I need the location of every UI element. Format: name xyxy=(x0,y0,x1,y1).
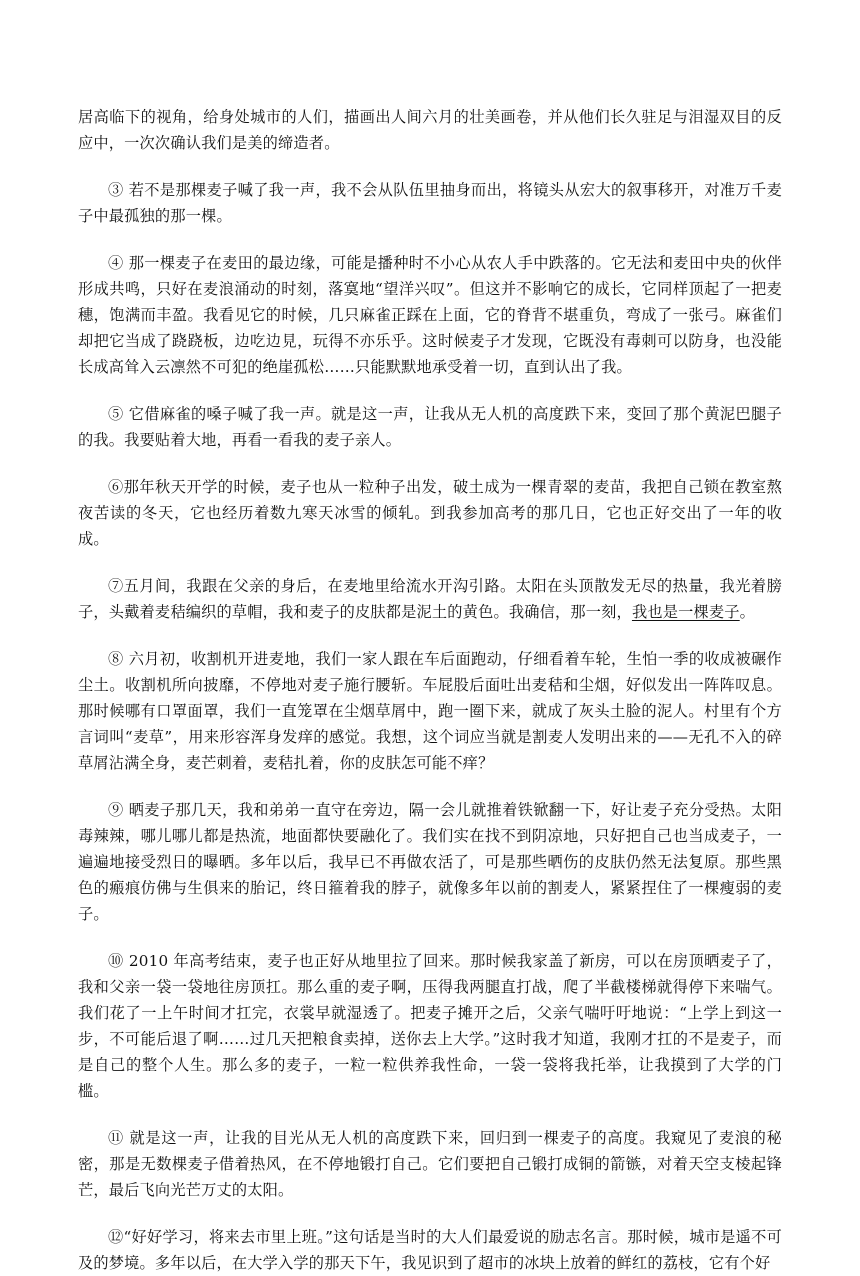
paragraph-7-text-before: ⑦五月间，我跟在父亲的身后，在麦地里给流水开沟引路。太阳在头顶散发无尽的热量，我光着膀子，头戴着麦秸编织的草帽，我和麦子的皮肤都是泥土的黄色。我确信，那一刻， xyxy=(78,577,782,621)
paragraph-11: ⑪ 就是这一声，让我的目光从无人机的高度跌下来，回归到一棵麦子的高度。我窥见了麦浪的秘密，那是无数棵麦子借着热风，在不停地锻打自己。它们要把自己锻打成铜的箭镞，对着天空支棱起锋芒，最后飞向光芒万丈的太阳。 xyxy=(78,1129,782,1199)
paragraph-10: ⑩ 2010 年高考结束，麦子也正好从地里拉了回来。那时候我家盖了新房，可以在房顶晒麦子了，我和父亲一袋一袋地往房顶扛。那么重的麦子啊，压得我两腿直打战，爬了半截楼梯就得停下来喘气。我们花了一上午时间才扛完，衣裳早就湿透了。把麦子摊开之后，父亲气喘吁吁地说：“上学上到这一步，不可能后退了啊……过几天把粮食卖掉，送你去上大学。”这时我才知道，我刚才扛的不是麦子，而是自己的整个人生。那么多的麦子，一粒一粒供养我性命，一袋一袋将我托举，让我摸到了大学的门槛。 xyxy=(78,952,782,1100)
paragraph-3: ③ 若不是那棵麦子喊了我一声，我不会从队伍里抽身而出，将镜头从宏大的叙事移开，对准万千麦子中最孤独的那一棵。 xyxy=(78,181,782,225)
paragraph-9: ⑨ 晒麦子那几天，我和弟弟一直守在旁边，隔一会儿就推着铁锨翻一下，好让麦子充分受热。太阳毒辣辣，哪儿哪儿都是热流，地面都快要融化了。我们实在找不到阴凉地，只好把自己也当成麦子，一遍遍地接受烈日的曝晒。多年以后，我早已不再做农活了，可是那些晒伤的皮肤仍然无法复原。那些黑色的瘢痕仿佛与生俱来的胎记，终日箍着我的脖子，就像多年以前的割麦人，紧紧捏住了一棵瘦弱的麦子。 xyxy=(78,801,782,923)
article-body xyxy=(78,104,782,1276)
paragraph-6: ⑥那年秋天开学的时候，麦子也从一粒种子出发，破土成为一棵青翠的麦苗，我把自己锁在教室熬夜苦读的冬天，它也经历着数九寒天冰雪的倾轧。到我参加高考的那几日，它也正好交出了一年的收成。 xyxy=(78,478,782,548)
paragraph-5: ⑤ 它借麻雀的嗓子喊了我一声。就是这一声，让我从无人机的高度跌下来，变回了那个黄泥巴腿子的我。我要贴着大地，再看一看我的麦子亲人。 xyxy=(78,405,782,449)
paragraph-4: ④ 那一棵麦子在麦田的最边缘，可能是播种时不小心从农人手中跌落的。它无法和麦田中央的伙伴形成共鸣，只好在麦浪涌动的时刻，落寞地“望洋兴叹”。但这并不影响它的成长，它同样顶起了一把麦穗，饱满而丰盈。我看见它的时候，几只麻雀正踩在上面，它的脊背不堪重负，弯成了一张弓。麻雀们却把它当成了跷跷板，边吃边見，玩得不亦乐乎。这时候麦子才发现，它既没有毒刺可以防身，也没能长成高耸入云凛然不可犯的绝崖孤松……只能默默地承受着一切，直到认出了我。 xyxy=(78,254,782,376)
underlined-phrase: 我也是一棵麦子 xyxy=(631,603,740,621)
paragraph-continuation: 居高临下的视角，给身处城市的人们，描画出人间六月的壮美画卷，并从他们长久驻足与泪湿双目的反应中，一次次确认我们是美的缔造者。 xyxy=(78,108,782,152)
paragraph-7 xyxy=(78,573,782,625)
paragraph-7-text-after: 。 xyxy=(739,603,756,621)
paragraph-8: ⑧ 六月初，收割机开进麦地，我们一家人跟在车后面跑动，仔细看着车轮，生怕一季的收成被碾作尘土。收割机所向披靡，不停地对麦子施行腰斩。车屁股后面吐出麦秸和尘烟，好似发出一阵阵叹息。那时候哪有口罩面罩，我们一直笼罩在尘烟草屑中，跑一圈下来，就成了灰头土脸的泥人。村里有个方言词叫“麦草”，用来形容浑身发痒的感觉。我想，这个词应当就是割麦人发明出来的——无孔不入的碎草屑沾满全身，麦芒刺着，麦秸扎着，你的皮肤怎可能不痒？ xyxy=(78,650,782,772)
paragraph-12: ⑫“好好学习，将来去市里上班。”这句话是当时的大人们最爱说的励志名言。那时候，城市是遥不可及的梦境。多年以后，在大学入学的那天下午，我见识到了超市的冰块上放着的鲜红的荔枝，它有个好 xyxy=(78,1228,782,1272)
